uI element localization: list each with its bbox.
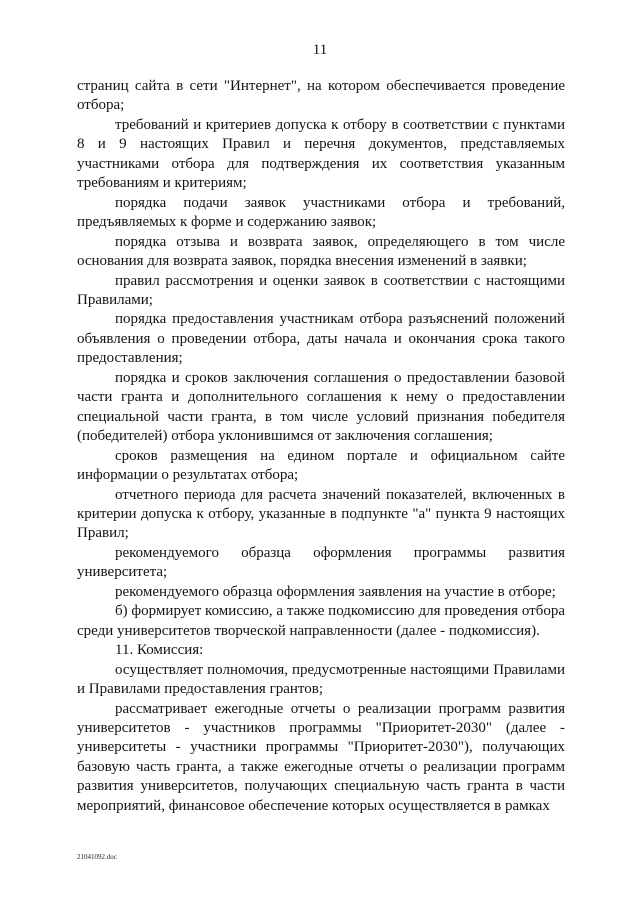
paragraph: порядка отзыва и возврата заявок, определяющего в том числе основания для возврата заявок, порядка внесения изменений в заявки;	[77, 233, 565, 270]
document-body	[77, 77, 565, 816]
paragraph: рекомендуемого образца оформления заявления на участие в отборе;	[115, 583, 556, 600]
paragraph: порядка предоставления участникам отбора разъяснений положений объявления о проведении отбора, даты начала и окончания срока такого предоставления;	[77, 311, 565, 367]
page-number: 11	[312, 42, 328, 58]
paragraph: страниц сайта в сети "Интернет", на котором обеспечивается проведение отбора;	[77, 78, 565, 114]
paragraph: б) формирует комиссию, а также подкомиссию для проведения отбора среди университетов творческой направленности (далее - подкомиссия).	[77, 603, 565, 639]
paragraph: требований и критериев допуска к отбору в соответствии с пунктами 8 и 9 настоящих Правил и перечня документов, представляемых участниками отбора для подтверждения их соответствия указанным требованиям и критериям;	[77, 116, 565, 192]
footer-filename: 21041092.doc	[77, 853, 117, 861]
paragraph: сроков размещения на едином портале и официальном сайте информации о результатах отбора;	[77, 447, 565, 484]
paragraph: отчетного периода для расчета значений показателей, включенных в критерии допуска к отбору, указанные в подпункте "а" пункта 9 настоящих Правил;	[77, 486, 565, 542]
paragraph: рассматривает ежегодные отчеты о реализации программ развития университетов - участников программы "Приоритет-2030" (далее - университеты - участники программы "Приоритет-2030"), получающих базовую часть гранта, а также ежегодные отчеты о реализации программ развития университетов, получающих специальную часть гранта в части мероприятий, финансовое обеспечение которых осуществляется в рамках	[77, 700, 565, 814]
paragraph: рекомендуемого образца оформления программы развития университета;	[77, 544, 565, 581]
paragraph: порядка и сроков заключения соглашения о предоставлении базовой части гранта и дополнительного соглашения к нему о предоставлении специальной части гранта, в том числе условий признания победителя (победителей) отбора уклонившимся от заключения соглашения;	[77, 369, 565, 445]
paragraph: правил рассмотрения и оценки заявок в соответствии с настоящими Правилами;	[77, 272, 565, 308]
paragraph: осуществляет полномочия, предусмотренные настоящими Правилами и Правилами предоставления грантов;	[77, 661, 565, 698]
paragraph: порядка подачи заявок участниками отбора и требований, предъявляемых к форме и содержанию заявок;	[77, 194, 565, 231]
section-heading: 11. Комиссия:	[115, 642, 204, 659]
